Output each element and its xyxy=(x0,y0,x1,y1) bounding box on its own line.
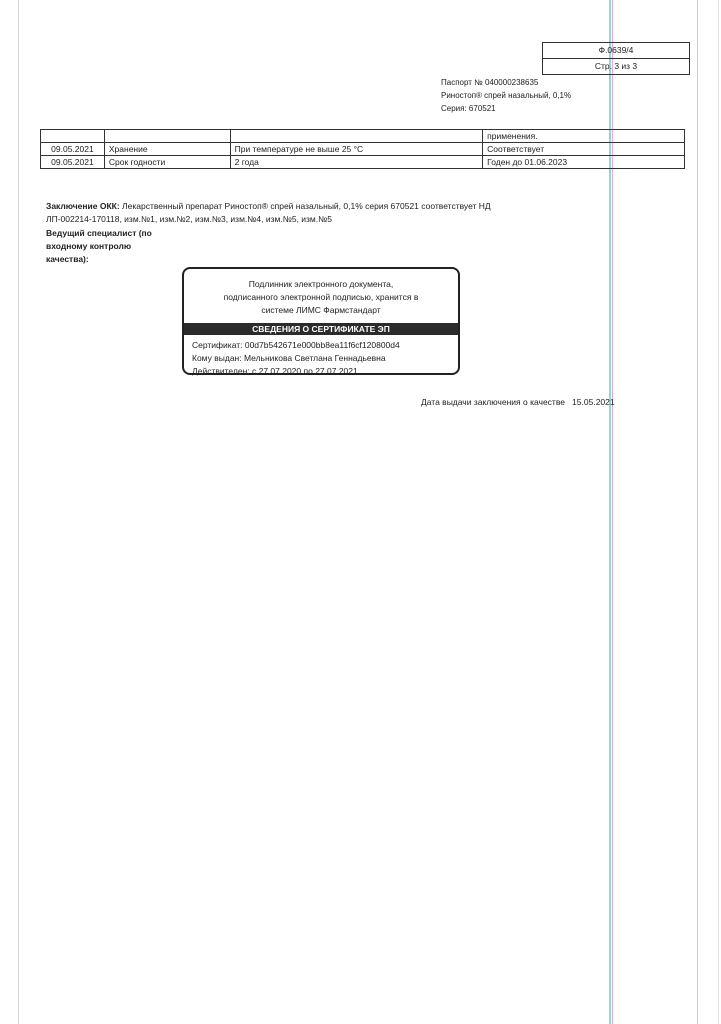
stamp-certificate: Сертификат: 00d7b542671e000bb8ea11f6cf120800d4 xyxy=(192,340,400,350)
stamp-header: СВЕДЕНИЯ О СЕРТИФИКАТЕ ЭП xyxy=(184,323,458,335)
stamp-valid-period: Действителен: с 27.07.2020 по 27.07.2021 xyxy=(192,366,358,376)
passport-block xyxy=(441,76,571,115)
table-cell-test: Срок годности xyxy=(104,156,230,169)
scan-artifact-grey-edge xyxy=(718,0,719,1024)
page-number: Стр. 3 из 3 xyxy=(543,58,689,74)
table-cell-result: Соответствует xyxy=(483,143,685,156)
table-row xyxy=(41,143,685,156)
table-cell-requirement: При температуре не выше 25 °С xyxy=(230,143,483,156)
product-name: Риностоп® спрей назальный, 0,1% xyxy=(441,91,572,100)
qc-conclusion-text: Лекарственный препарат Риностоп® спрей назальный, 0,1% серия 670521 соответствует НД ЛП-002214-170118, изм.№1, изм.№2, изм.№3, изм.№4, изм.№5, изм.№5 xyxy=(46,201,491,224)
table-cell-test: Хранение xyxy=(104,143,230,156)
stamp-details xyxy=(184,335,458,378)
passport-number: Паспорт № 040000238635 xyxy=(441,78,539,87)
table-row xyxy=(41,130,685,143)
table-cell-requirement xyxy=(230,130,483,143)
issue-date: Дата выдачи заключения о качестве 15.05.2021 xyxy=(421,397,615,407)
stamp-notice-line: подписанного электронной подписью, хранится в xyxy=(223,292,419,302)
table-cell-date: 09.05.2021 xyxy=(41,156,105,169)
scan-artifact-grey xyxy=(697,0,698,1024)
product-series: Серия: 670521 xyxy=(441,104,496,113)
e-signature-stamp xyxy=(182,267,460,375)
form-code-box xyxy=(542,42,690,75)
results-table xyxy=(40,129,685,169)
stamp-issued-to: Кому выдан: Мельникова Светлана Геннадьевна xyxy=(192,353,386,363)
qc-conclusion xyxy=(46,200,506,226)
table-cell-date: 09.05.2021 xyxy=(41,143,105,156)
qc-conclusion-label: Заключение ОКК: xyxy=(46,201,120,211)
stamp-notice-line: системе ЛИМС Фармстандарт xyxy=(261,305,381,315)
table-cell-result: применения. xyxy=(483,130,685,143)
table-row xyxy=(41,156,685,169)
table-cell-requirement: 2 года xyxy=(230,156,483,169)
page-left-edge xyxy=(18,0,19,1024)
form-code: Ф.0639/4 xyxy=(598,45,634,55)
table-cell-test xyxy=(104,130,230,143)
table-cell-date xyxy=(41,130,105,143)
stamp-notice xyxy=(184,278,458,317)
table-cell-result: Годен до 01.06.2023 xyxy=(483,156,685,169)
specialist-label: Ведущий специалист (по входному контролю качества): xyxy=(46,228,152,264)
stamp-notice-line: Подлинник электронного документа, xyxy=(248,279,394,289)
